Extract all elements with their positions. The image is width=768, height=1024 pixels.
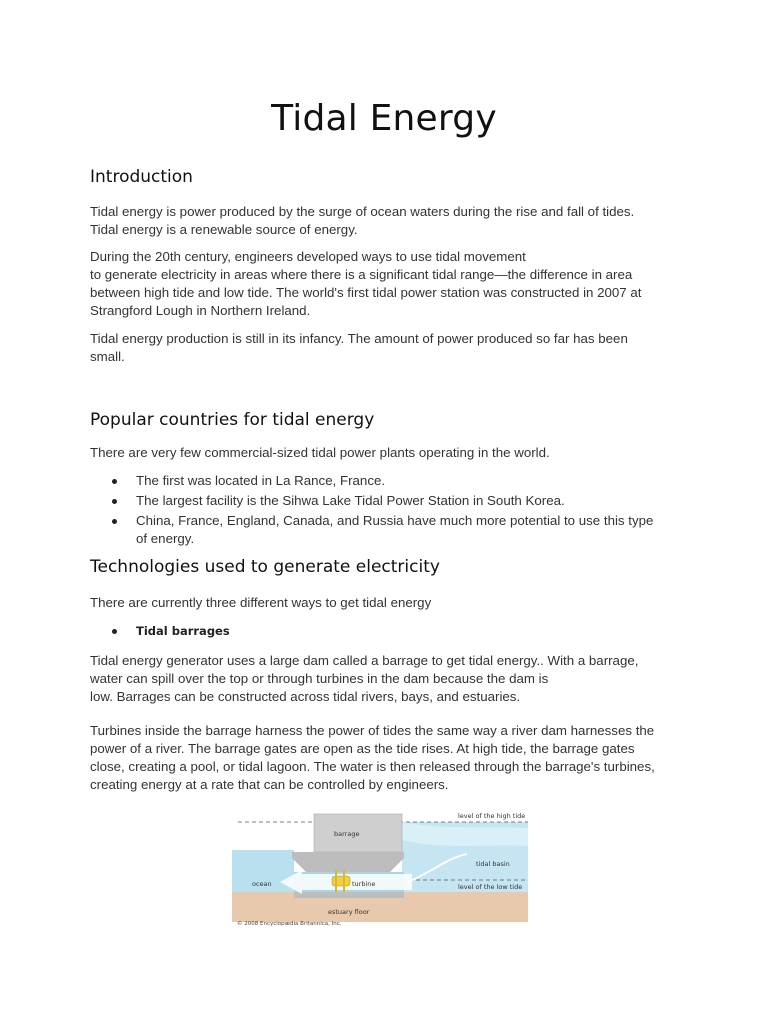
figure-copyright: © 2008 Encyclopædia Britannica, Inc.: [237, 921, 342, 927]
document-title: Tidal Energy: [271, 98, 497, 139]
heading-introduction: Introduction: [90, 167, 193, 187]
label-barrage: barrage: [334, 830, 360, 838]
list-item: Tidal barrages: [90, 623, 390, 639]
tidal-barrages-bullet: [90, 623, 390, 639]
bullet-icon: [112, 499, 117, 504]
intro-paragraph-1: Tidal energy is power produced by the surge of ocean waters during the rise and fall of tides. Tidal energy is a renewable source of energy.: [90, 204, 635, 237]
label-ocean: ocean: [252, 880, 272, 888]
heading-popular-countries: Popular countries for tidal energy: [90, 410, 375, 430]
list-item: The first was located in La Rance, France.: [90, 472, 690, 490]
tidal-barrage-svg: [232, 800, 532, 935]
technologies-intro: There are currently three different ways to get tidal energy: [90, 595, 432, 610]
heading-technologies: Technologies used to generate electricity: [90, 557, 440, 577]
label-high-tide: level of the high tide: [458, 812, 526, 820]
tidal-barrage-diagram: [232, 800, 532, 935]
countries-intro: There are very few commercial-sized tidal power plants operating in the world.: [90, 445, 550, 460]
barrage-base-shape: [292, 852, 404, 872]
label-estuary-floor: estuary floor: [328, 908, 370, 916]
label-low-tide: level of the low tide: [458, 883, 523, 891]
barrage-footing-shape: [294, 892, 404, 898]
countries-bullet-list: [90, 472, 690, 550]
bullet-icon: [112, 519, 117, 524]
list-item: The largest facility is the Sihwa Lake Tidal Power Station in South Korea.: [90, 492, 690, 510]
turbine-shape: [332, 876, 350, 886]
bullet-icon: [112, 629, 117, 634]
barrage-paragraph-2: Turbines inside the barrage harness the power of tides the same way a river dam harnesses the power of a river. The barrage gates are open as the tide rises. At high tide, the barrage gates close, creating a pool, or tidal lagoon. The water is then released through the barrage's turbines, creating energy at a rate that can be controlled by engineers.: [90, 723, 655, 792]
list-item: China, France, England, Canada, and Russia have much more potential to use this type of energy.: [90, 512, 690, 548]
label-tidal-basin: tidal basin: [476, 860, 510, 868]
intro-paragraph-2: During the 20th century, engineers developed ways to use tidal movement to generate electricity in areas where there is a significant tidal range—the difference in area between high tide and low tide. The world's first tidal power station was constructed in 2007 at Strangford Lough in Northern Ireland.: [90, 249, 642, 318]
bullet-icon: [112, 479, 117, 484]
label-turbine: turbine: [352, 880, 376, 888]
intro-paragraph-3: Tidal energy production is still in its infancy. The amount of power produced so far has been small.: [90, 331, 628, 364]
barrage-paragraph-1: Tidal energy generator uses a large dam called a barrage to get tidal energy.. With a barrage, water can spill over the top or through turbines in the dam because the dam is low. Barrages can be constructed across tidal rivers, bays, and estuaries.: [90, 653, 639, 704]
